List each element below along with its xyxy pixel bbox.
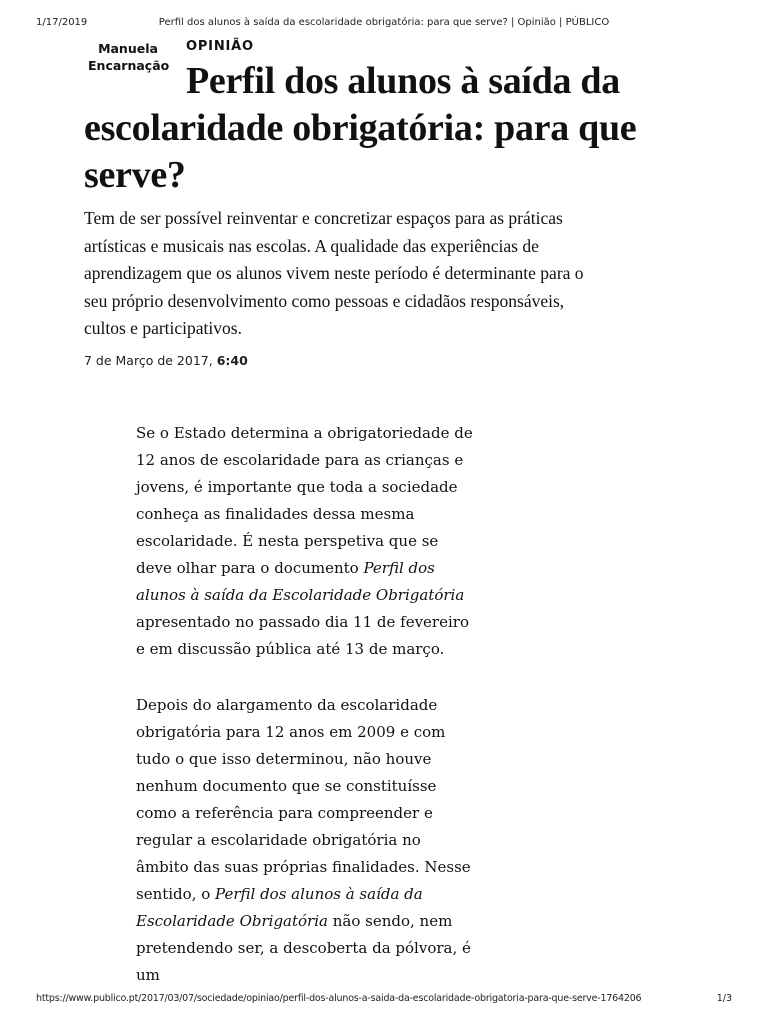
publish-time: 6:40 [216, 353, 248, 368]
body-paragraph-1 [136, 420, 476, 663]
author-first-name: Manuela [98, 41, 158, 56]
p2-text-a: Depois do alargamento da escolaridade obrigatória para 12 anos em 2009 e com tudo o que isso determinou, não houve nenhum documento que se constituísse como a referência para compreender e regular a escolaridade obrigatória no âmbito das suas próprias finalidades. Nesse sentido, o [136, 696, 471, 903]
article-lede: Tem de ser possível reinventar e concretizar espaços para as práticas artísticas e musicais nas escolas. A qualidade das experiências de aprendizagem que os alunos vivem neste período é determinante para o seu próprio desenvolvimento como pessoas e cidadãos responsáveis, cultos e participativos. [84, 208, 584, 338]
print-page-title: Perfil dos alunos à saída da escolaridade obrigatória: para que serve? | Opinião | PÚBLICO [158, 17, 610, 28]
body-paragraph-2 [136, 692, 476, 989]
p1-text-b: apresentado no passado dia 11 de fevereiro e em discussão pública até 13 de março. [136, 613, 469, 658]
article-headline [84, 58, 734, 199]
print-date: 1/17/2019 [36, 17, 88, 28]
article-dateline [84, 353, 248, 368]
author-last-name: Encarnação [88, 58, 170, 73]
publish-date: 7 de Março de 2017, [84, 353, 213, 368]
print-header [0, 17, 768, 31]
headline-text: Perfil dos alunos à saída da escolaridade obrigatória: para que serve? [84, 60, 637, 196]
article-body [136, 420, 476, 1018]
print-footer [0, 993, 768, 1007]
p2-text-b: não sendo, nem pretendendo ser, a descoberta da pólvora, é um [136, 912, 471, 984]
section-label[interactable]: OPINIÃO [186, 39, 254, 54]
p2-document-title: Perfil dos alunos à saída da Escolaridade Obrigatória [136, 885, 423, 930]
print-page-number: 1/3 [716, 993, 732, 1004]
p1-document-title: Perfil dos alunos à saída da Escolaridade Obrigatória [136, 559, 465, 604]
p1-text-a: Se o Estado determina a obrigatoriedade de 12 anos de escolaridade para as crianças e jovens, é importante que toda a sociedade conheça as finalidades dessa mesma escolaridade. É nesta perspetiva que se deve olhar para o documento [136, 424, 473, 577]
print-url: https://www.publico.pt/2017/03/07/sociedade/opiniao/perfil-dos-alunos-a-saida-da-escolaridade-obrigatoria-para-que-serve-1764206 [36, 993, 642, 1004]
